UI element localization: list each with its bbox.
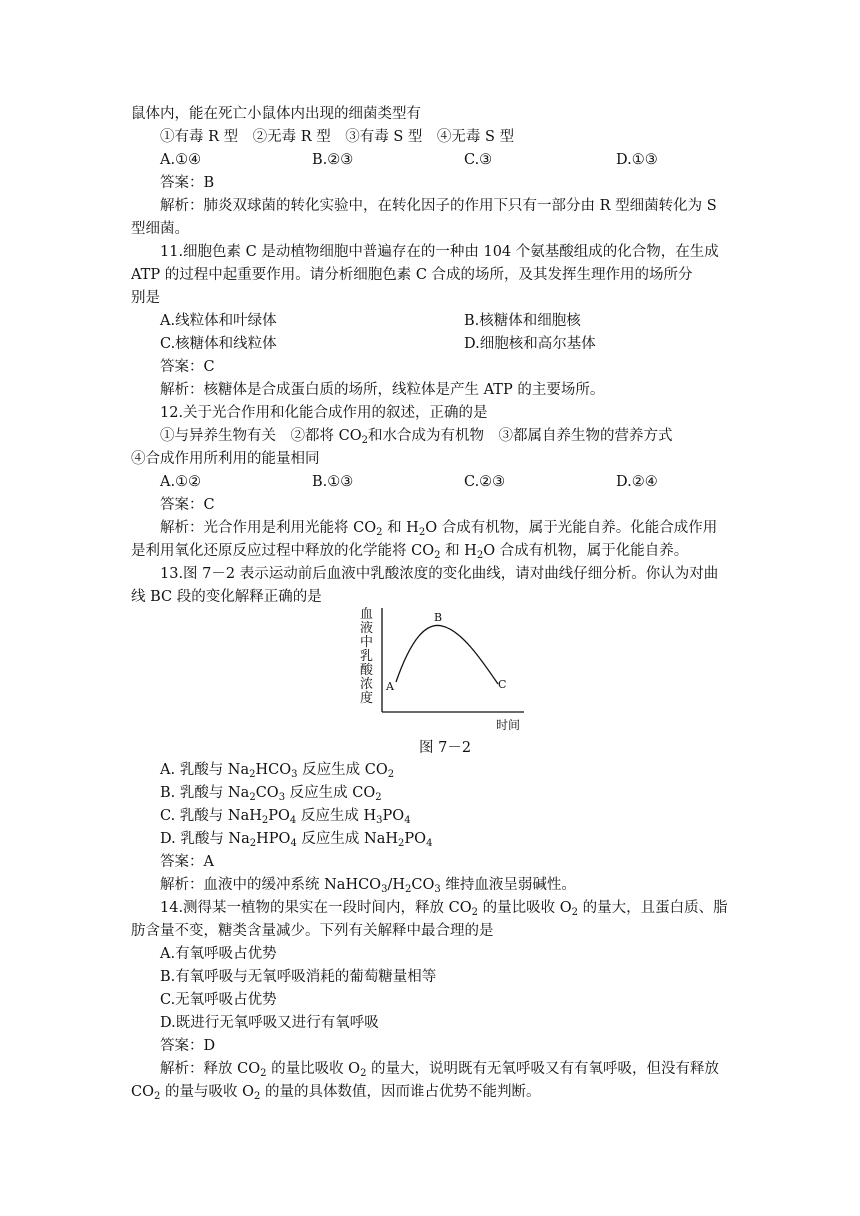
q13-stem-cont: 线 BC 段的变化解释正确的是: [131, 589, 322, 605]
q14-answer: 答案：D: [160, 1038, 216, 1054]
q14-option-c: C.无氧呼吸占优势: [160, 992, 277, 1008]
q10-explanation: 解析：肺炎双球菌的转化实验中，在转化因子的作用下只有一部分由 R 型细菌转化为 S: [160, 198, 717, 214]
q13-option-c: C. 乳酸与 $NaH_2PO_4$ 反应生成 $H_3PO_4$: [160, 808, 411, 826]
lactate-curve-figure: [356, 604, 526, 734]
y-axis-label: 血 液 中 乳 酸 浓 度: [360, 607, 374, 706]
lactate-curve-svg: [356, 604, 526, 734]
q12-option-b: B.①③: [312, 474, 354, 490]
q12-option-c: C.②③: [464, 474, 506, 490]
q11-stem-cont: ATP 的过程中起重要作用。请分析细胞色素 C 合成的场所，及其发挥生理作用的场所分: [131, 267, 693, 283]
q11-option-a: A.线粒体和叶绿体: [160, 313, 277, 329]
q12-answer: 答案：C: [160, 497, 215, 513]
point-a-label: A: [386, 680, 394, 693]
q10-stem-tail: 鼠体内，能在死亡小鼠体内出现的细菌类型有: [131, 106, 421, 122]
q10-items: ①有毒 R 型 ②无毒 R 型 ③有毒 S 型 ④无毒 S 型: [160, 129, 515, 145]
q11-answer: 答案：C: [160, 359, 215, 375]
q14-option-a: A.有氧呼吸占优势: [160, 946, 277, 962]
q12-items: ①与异养生物有关 ②都将 $CO_2$和水合成为有机物 ③都属自养生物的营养方式: [160, 428, 673, 446]
q10-option-c: C.③: [464, 152, 493, 168]
q12-option-d: D.②④: [616, 474, 658, 490]
point-c-label: C: [498, 678, 507, 691]
point-b-label: B: [434, 611, 443, 624]
q12-explanation-cont: 是利用氧化还原反应过程中释放的化学能将 $CO_2$ 和 $H_2O$ 合成有机物，属于化能自养。: [131, 543, 689, 561]
q11-option-c: C.核糖体和线粒体: [160, 336, 277, 352]
q14-stem: 14.测得某一植物的果实在一段时间内，释放 $CO_2$ 的量比吸收 $O_2$ 的量大，且蛋白质、脂: [160, 900, 728, 918]
q13-option-b: B. 乳酸与 $Na_2CO_3$ 反应生成 $CO_2$: [160, 785, 382, 803]
lactate-curve: [396, 625, 498, 684]
q10-option-d: D.①③: [616, 152, 658, 168]
q12-explanation: 解析：光合作用是利用光能将 $CO_2$ 和 $H_2O$ 合成有机物，属于光能自养。化能合成作用: [160, 520, 718, 538]
q14-option-b: B.有氧呼吸与无氧呼吸消耗的葡萄糖量相等: [160, 969, 437, 985]
q10-explanation-cont: 型细菌。: [131, 221, 189, 237]
q14-stem-cont: 肪含量不变，糖类含量减少。下列有关解释中最合理的是: [131, 923, 494, 939]
q10-option-b: B.②③: [312, 152, 354, 168]
q13-answer: 答案：A: [160, 854, 214, 870]
q12-items-cont: ④合成作用所利用的能量相同: [131, 451, 320, 467]
q10-option-a: A.①④: [160, 152, 202, 168]
q13-stem: 13.图 7－2 表示运动前后血液中乳酸浓度的变化曲线，请对曲线仔细分析。你认为对曲: [160, 566, 719, 582]
q12-stem: 12.关于光合作用和化能合成作用的叙述，正确的是: [160, 405, 488, 421]
q13-option-d: D. 乳酸与 $Na_2HPO_4$ 反应生成 $NaH_2PO_4$: [160, 831, 433, 849]
q13-option-a: A. 乳酸与 $Na_2HCO_3$ 反应生成 $CO_2$: [160, 762, 395, 780]
q11-stem-end: 别是: [131, 290, 160, 306]
q11-option-b: B.核糖体和细胞核: [464, 313, 581, 329]
x-axis-label: 时间: [496, 718, 521, 732]
figure-caption: 图 7－2: [419, 740, 472, 756]
q14-explanation: 解析：释放 $CO_2$ 的量比吸收 $O_2$ 的量大，说明既有无氧呼吸又有有氧呼吸，但没有释放: [160, 1061, 720, 1079]
q12-option-a: A.①②: [160, 474, 202, 490]
q14-option-d: D.既进行无氧呼吸又进行有氧呼吸: [160, 1015, 379, 1031]
q10-answer: 答案：B: [160, 175, 215, 191]
q11-explanation: 解析：核糖体是合成蛋白质的场所，线粒体是产生 ATP 的主要场所。: [160, 382, 605, 398]
q11-option-d: D.细胞核和高尔基体: [464, 336, 596, 352]
q11-stem: 11.细胞色素 C 是动植物细胞中普遍存在的一种由 104 个氨基酸组成的化合物，在生成: [160, 244, 719, 260]
q14-explanation-cont: $CO_2$ 的量与吸收 $O_2$ 的量的具体数值，因而谁占优势不能判断。: [131, 1084, 541, 1102]
q13-explanation: 解析：血液中的缓冲系统 $NaHCO_3/H_2CO_3$ 维持血液呈弱碱性。: [160, 877, 576, 895]
